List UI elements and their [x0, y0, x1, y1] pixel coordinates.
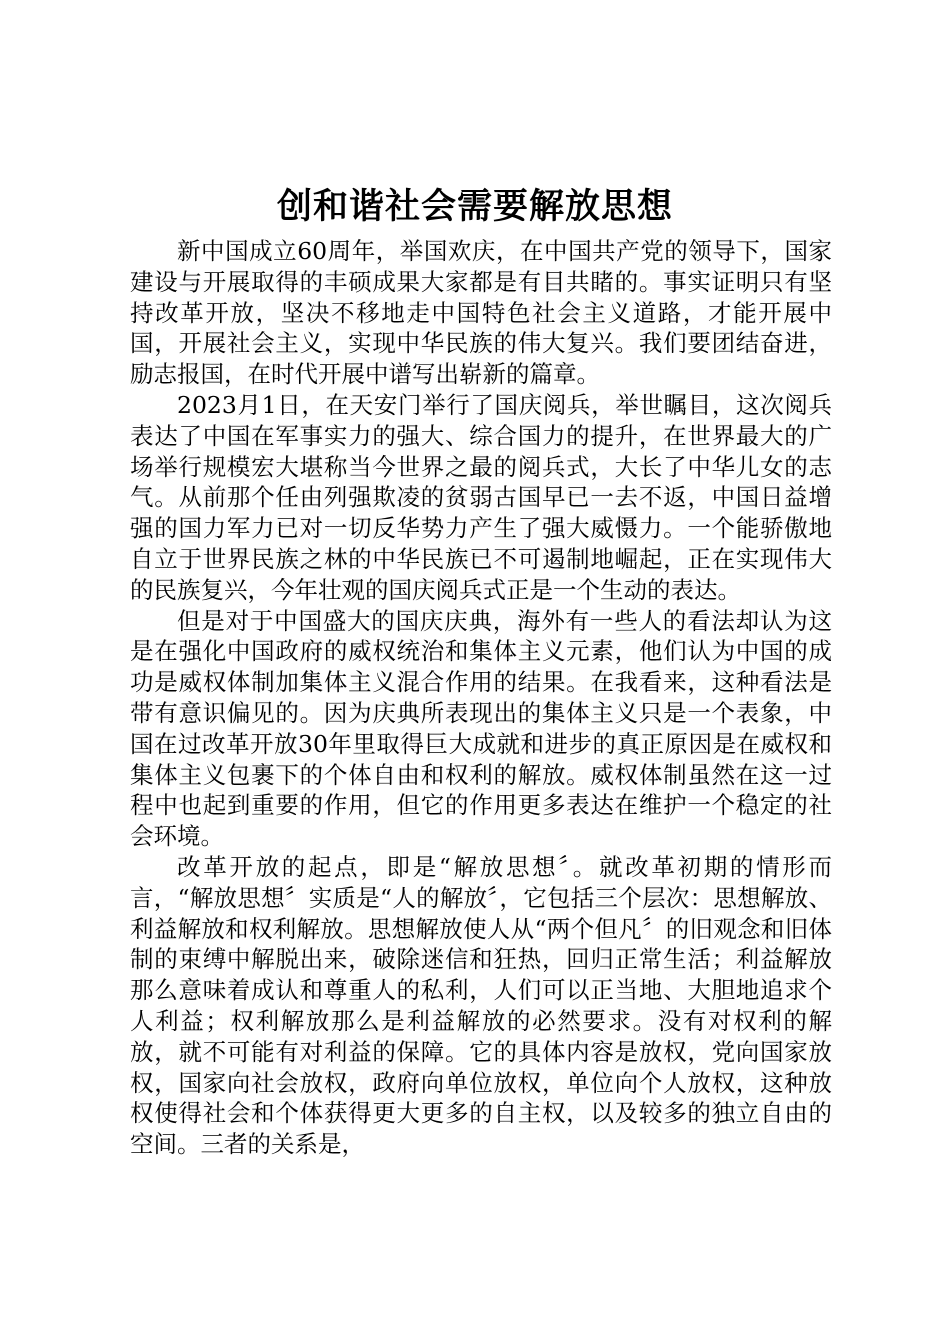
document-body	[130, 236, 832, 1160]
paragraph-2: 2023月1日，在天安门举行了国庆阅兵，举世瞩目，这次阅兵表达了中国在军事实力的强大、综合国力的提升，在世界最大的广场举行规模宏大堪称当今世界之最的阅兵式，大长了中华儿女的志气。从前那个任由列强欺凌的贫弱古国早已一去不返，中国日益增强的国力军力已对一切反华势力产生了强大威慑力。一个能骄傲地自立于世界民族之林的中华民族已不可遏制地崛起，正在实现伟大的民族复兴，今年壮观的国庆阅兵式正是一个生动的表达。	[130, 390, 832, 604]
paragraph-3: 但是对于中国盛大的国庆庆典，海外有一些人的看法却认为这是在强化中国政府的威权统治和集体主义元素，他们认为中国的成功是威权体制加集体主义混合作用的结果。在我看来，这种看法是带有意识偏见的。因为庆典所表现出的集体主义只是一个表象，中国在过改革开放30年里取得巨大成就和进步的真正原因是在威权和集体主义包裹下的个体自由和权利的解放。威权体制虽然在这一过程中也起到重要的作用，但它的作用更多表达在维护一个稳定的社会环境。	[130, 606, 832, 851]
paragraph-4: 改革开放的起点，即是“解放思想〞。就改革初期的情形而言，“解放思想〞实质是“人的解放〞，它包括三个层次：思想解放、利益解放和权利解放。思想解放使人从“两个但凡〞的旧观念和旧体制的束缚中解脱出来，破除迷信和狂热，回归正常生活；利益解放那么意味着成认和尊重人的私利，人们可以正当地、大胆地追求个人利益；权利解放那么是利益解放的必然要求。没有对权利的解放，就不可能有对利益的保障。它的具体内容是放权，党向国家放权，国家向社会放权，政府向单位放权，单位向个人放权，这种放权使得社会和个体获得更大更多的自主权，以及较多的独立自由的空间。三者的关系是，	[130, 852, 832, 1159]
document-title: 创和谐社会需要解放思想	[276, 186, 673, 227]
paragraph-1: 新中国成立60周年，举国欢庆，在中国共产党的领导下，国家建设与开展取得的丰硕成果大家都是有目共睹的。事实证明只有坚持改革开放，坚决不移地走中国特色社会主义道路，才能开展中国，开展社会主义，实现中华民族的伟大复兴。我们要团结奋进，励志报国，在时代开展中谱写出崭新的篇章。	[130, 237, 832, 389]
